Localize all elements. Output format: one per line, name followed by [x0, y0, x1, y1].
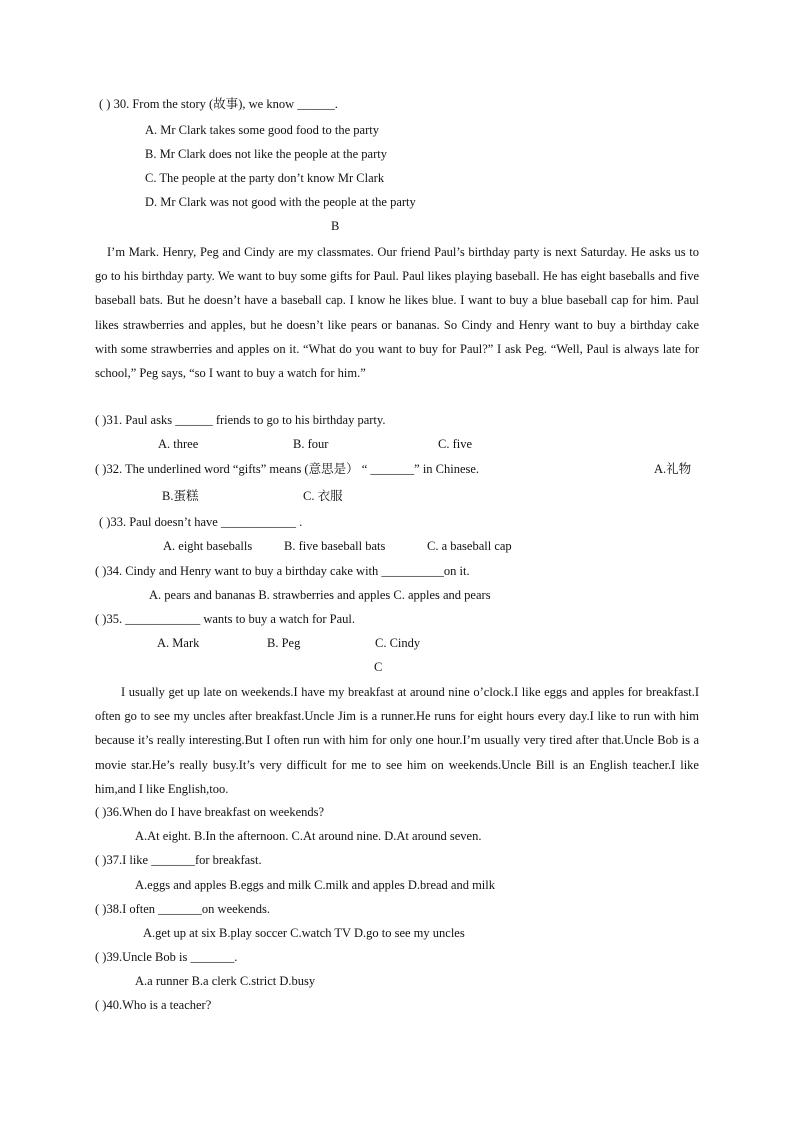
question-33-option-c: C. a baseball cap	[427, 539, 512, 553]
question-38-options: A.get up at six B.play soccer C.watch TV D.go to see my uncles	[143, 926, 465, 940]
question-33-option-a: A. eight baseballs	[163, 539, 253, 553]
question-32-option-c: C. 衣服	[303, 489, 343, 503]
question-34-stem: ( )34. Cindy and Henry want to buy a birthday cake with __________on it.	[95, 564, 470, 578]
question-32-option-a: A.礼物	[654, 462, 692, 476]
question-33-stem: ( )33. Paul doesn’t have ____________ .	[99, 515, 303, 529]
question-32-option-b: B.蛋糕	[162, 489, 199, 503]
section-c-passage: I usually get up late on weekends.I have my breakfast at around nine o’clock.I like eggs and apples for breakfast.I often go to see my uncles after breakfast.Uncle Jim is a runner.He runs for eight hours every day.I like to run with him because it’s really interesting.But I often run with him for only one hour.I’m usually very tired after that.Uncle Bob is a movie star.He’s really busy.It’s very difficult for me to see him on weekends.Uncle Bill is an English teacher.I like him,and I like English,too.	[95, 685, 699, 796]
question-36-options: A.At eight. B.In the afternoon. C.At around nine. D.At around seven.	[135, 829, 482, 843]
question-35-stem: ( )35. ____________ wants to buy a watch for Paul.	[95, 612, 356, 626]
question-40-stem: ( )40.Who is a teacher?	[95, 998, 212, 1012]
question-31-option-a: A. three	[158, 437, 199, 451]
question-30-option-c: C. The people at the party don’t know Mr Clark	[145, 171, 385, 185]
question-35-option-c: C. Cindy	[375, 636, 421, 650]
question-39-stem: ( )39.Uncle Bob is _______.	[95, 950, 238, 964]
question-35-option-b: B. Peg	[267, 636, 301, 650]
question-35-option-a: A. Mark	[157, 636, 200, 650]
question-37-stem: ( )37.I like _______for breakfast.	[95, 853, 262, 867]
question-37-options: A.eggs and apples B.eggs and milk C.milk and apples D.bread and milk	[135, 878, 496, 892]
section-b-passage: I’m Mark. Henry, Peg and Cindy are my classmates. Our friend Paul’s birthday party is next Saturday. He asks us to go to his birthday party. We want to buy some gifts for Paul. Paul likes playing baseball. He has eight baseballs and five baseball bats. But he doesn’t have a baseball cap. I know he likes blue. I want to buy a blue baseball cap for him. Paul likes strawberries and apples, but he doesn’t like pears or bananas. So Cindy and Henry want to buy a birthday cake with some strawberries and apples on it. “What do you want to buy for Paul?” I ask Peg. “Well, Paul is always late for school,” Peg says, “so I want to buy a watch for him.”	[95, 245, 699, 381]
section-c-heading: C	[374, 660, 383, 674]
question-39-options: A.a runner B.a clerk C.strict D.busy	[135, 974, 316, 988]
question-30-stem: ( ) 30. From the story (故事), we know ______.	[99, 97, 338, 111]
question-36-stem: ( )36.When do I have breakfast on weekends?	[95, 805, 325, 819]
question-30-option-d: D. Mr Clark was not good with the people at the party	[145, 195, 416, 209]
question-38-stem: ( )38.I often _______on weekends.	[95, 902, 270, 916]
question-33-option-b: B. five baseball bats	[284, 539, 386, 553]
question-31-option-c: C. five	[438, 437, 473, 451]
question-34-options: A. pears and bananas B. strawberries and apples C. apples and pears	[149, 588, 491, 602]
question-31-stem: ( )31. Paul asks ______ friends to go to his birthday party.	[95, 413, 386, 427]
question-31-option-b: B. four	[293, 437, 329, 451]
question-32-stem: ( )32. The underlined word “gifts” means (意思是） “ _______” in Chinese.	[95, 462, 480, 476]
section-b-heading: B	[331, 219, 340, 233]
question-30-option-a: A. Mr Clark takes some good food to the party	[145, 123, 379, 137]
question-30-option-b: B. Mr Clark does not like the people at the party	[145, 147, 387, 161]
